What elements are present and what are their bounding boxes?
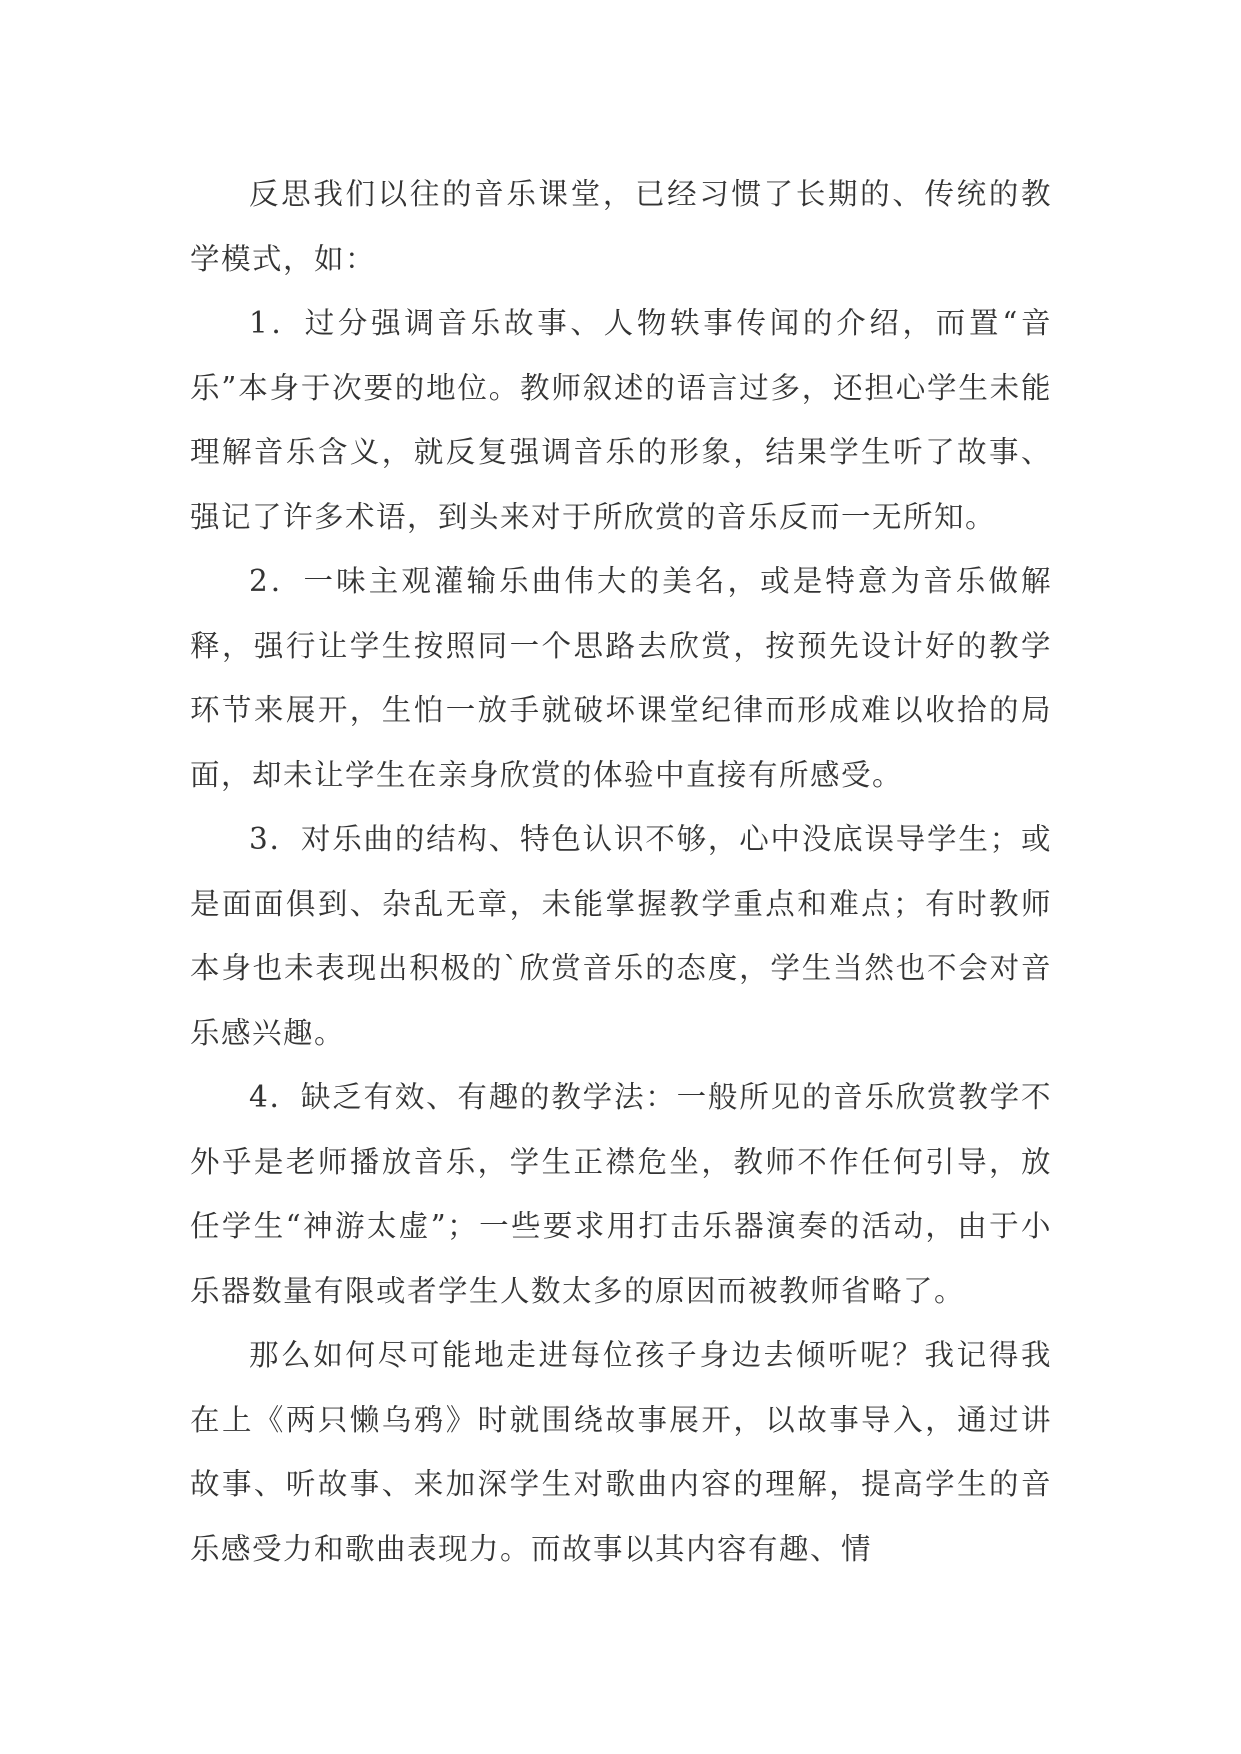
paragraph-item-2: 2．一味主观灌输乐曲伟大的美名，或是特意为音乐做解释，强行让学生按照同一个思路去欣赏，按预先设计好的教学环节来展开，生怕一放手就破坏课堂纪律而形成难以收拾的局面，却未让学生在亲身欣赏的体验中直接有所感受。 [190,564,1052,792]
document-body [190,162,1052,1581]
paragraph-item-4: 4．缺乏有效、有趣的教学法：一般所见的音乐欣赏教学不外乎是老师播放音乐，学生正襟危坐，教师不作任何引导，放任学生“神游太虚”；一些要求用打击乐器演奏的活动，由于小乐器数量有限或者学生人数太多的原因而被教师省略了。 [190,1080,1052,1308]
paragraph-item-3: 3．对乐曲的结构、特色认识不够，心中没底误导学生；或是面面俱到、杂乱无章，未能掌握教学重点和难点；有时教师本身也未表现出积极的`欣赏音乐的态度，学生当然也不会对音乐感兴趣。 [190,822,1052,1050]
paragraph-intro: 反思我们以往的音乐课堂，已经习惯了长期的、传统的教学模式，如： [190,177,1052,276]
paragraph-item-1: 1．过分强调音乐故事、人物轶事传闻的介绍，而置“音乐”本身于次要的地位。教师叙述的语言过多，还担心学生未能理解音乐含义，就反复强调音乐的形象，结果学生听了故事、强记了许多术语，到头来对于所欣赏的音乐反而一无所知。 [190,306,1052,534]
paragraph-conclusion: 那么如何尽可能地走进每位孩子身边去倾听呢？我记得我在上《两只懒乌鸦》时就围绕故事展开，以故事导入，通过讲故事、听故事、来加深学生对歌曲内容的理解，提高学生的音乐感受力和歌曲表现力。而故事以其内容有趣、情 [190,1338,1052,1566]
